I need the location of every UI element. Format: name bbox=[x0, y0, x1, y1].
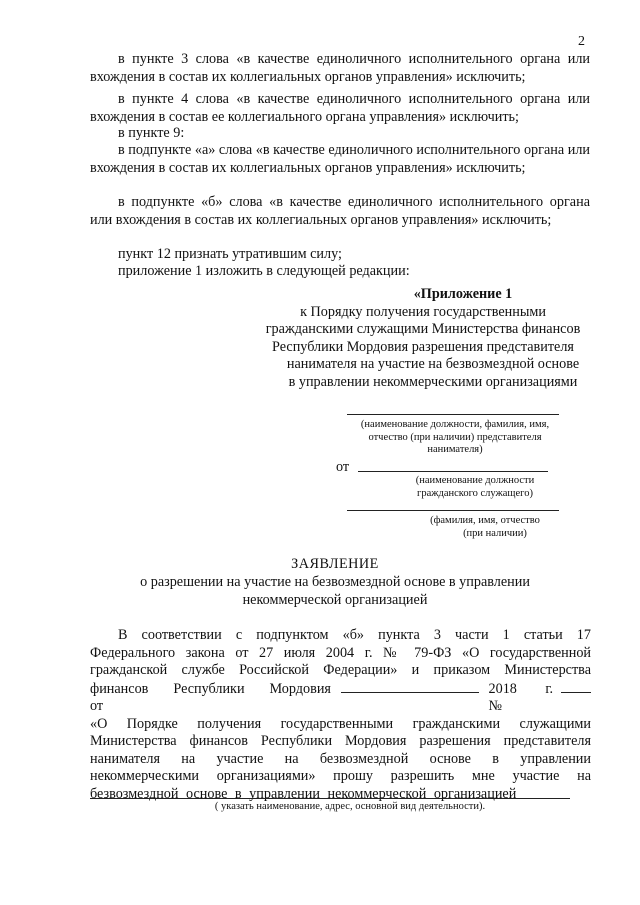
caption-line: отчество (при наличии) представителя bbox=[368, 431, 542, 443]
paragraph-4 bbox=[90, 142, 590, 177]
caption-line: (при наличии) bbox=[463, 527, 527, 539]
name-caption bbox=[405, 515, 565, 540]
organization-line[interactable] bbox=[90, 798, 570, 799]
paragraph-text: приложение 1 изложить в следующей редакции: bbox=[118, 263, 410, 279]
name-line bbox=[347, 510, 559, 511]
paragraph-6 bbox=[90, 246, 590, 264]
appendix-line: в управлении некоммерческими организациями bbox=[288, 373, 578, 390]
body-line: безвозмездной основе в управлении некоммерческой организацией bbox=[90, 785, 517, 802]
paragraph-3 bbox=[90, 125, 590, 143]
addressee-line bbox=[347, 414, 559, 415]
page-number: 2 bbox=[578, 34, 585, 49]
paragraph-5 bbox=[90, 194, 590, 229]
appendix-title: «Приложение 1 bbox=[413, 286, 513, 302]
body-line: Министерства финансов Республики Мордовия разрешения представителя bbox=[90, 733, 591, 749]
body-text: финансов Республики Мордовия от bbox=[90, 680, 331, 714]
caption-line: нанимателя) bbox=[427, 444, 483, 455]
caption-line: (наименование должности, фамилия, имя, bbox=[360, 419, 550, 430]
number-blank[interactable] bbox=[561, 680, 591, 693]
body-line: Федерального закона от 27 июля 2004 г. № 79-ФЗ «О государственной bbox=[90, 644, 591, 661]
from-label: от bbox=[336, 459, 350, 475]
paragraph-text: в подпункте «б» слова «в качестве единоличного исполнительного органа или вхождения в состав их коллегиальных органов управления» исключить; bbox=[90, 194, 590, 228]
body-line bbox=[90, 680, 591, 716]
paragraph-2 bbox=[90, 91, 590, 126]
paragraph-text: в пункте 3 слова «в качестве единоличного исполнительного органа или вхождения в состав их коллегиальных органов управления» исключить; bbox=[90, 51, 590, 85]
paragraph-text: в подпункте «а» слова «в качестве единоличного исполнительного органа или вхождения в состав их коллегиальных органов управления» исключить; bbox=[90, 142, 590, 176]
appendix-line: нанимателя на участие на безвозмездной основе bbox=[286, 356, 580, 372]
paragraph-text: в пункте 9: bbox=[118, 125, 185, 141]
body-line: некоммерческими организациями» прошу разрешить мне участие на bbox=[90, 768, 591, 784]
body-line: «О Порядке получения государственными гражданскими служащими bbox=[90, 715, 591, 732]
date-blank[interactable] bbox=[341, 680, 479, 693]
appendix-heading bbox=[248, 286, 598, 391]
body-text: 2018 г. № bbox=[488, 680, 554, 714]
body-line: В соответствии с подпунктом «б» пункта 3 части 1 статьи 17 bbox=[118, 627, 591, 643]
organization-caption: ( указать наименование, адрес, основной вид деятельности). bbox=[214, 801, 486, 812]
from-line bbox=[358, 471, 548, 472]
statement-subtitle: о разрешении на участие на безвозмездной основе в управлении bbox=[140, 574, 530, 590]
paragraph-7 bbox=[90, 263, 590, 281]
body-line: нанимателя на участие на безвозмездной основе в управлении bbox=[90, 750, 591, 767]
paragraph-text: в пункте 4 слова «в качестве единоличного исполнительного органа или вхождения в состав ее коллегиального органа управления» исключить; bbox=[90, 91, 590, 125]
paragraph-1 bbox=[90, 51, 590, 86]
caption-line: (фамилия, имя, отчество bbox=[430, 515, 540, 526]
position-caption bbox=[390, 475, 560, 500]
caption-line: (наименование должности bbox=[415, 475, 535, 486]
body-line: гражданской службе Российской Федерации» и приказом Министерства bbox=[90, 662, 591, 678]
addressee-caption bbox=[340, 419, 570, 457]
statement-title: ЗАЯВЛЕНИЕ bbox=[291, 556, 379, 572]
appendix-line: к Порядку получения государственными bbox=[300, 303, 546, 320]
statement-body bbox=[90, 627, 591, 803]
paragraph-text: пункт 12 признать утратившим силу; bbox=[118, 246, 342, 262]
appendix-line: Республики Мордовия разрешения представителя bbox=[272, 338, 574, 355]
statement-subtitle: некоммерческой организацией bbox=[242, 592, 428, 608]
caption-line: гражданского служащего) bbox=[417, 487, 533, 499]
appendix-line: гражданскими служащими Министерства финансов bbox=[265, 321, 581, 337]
